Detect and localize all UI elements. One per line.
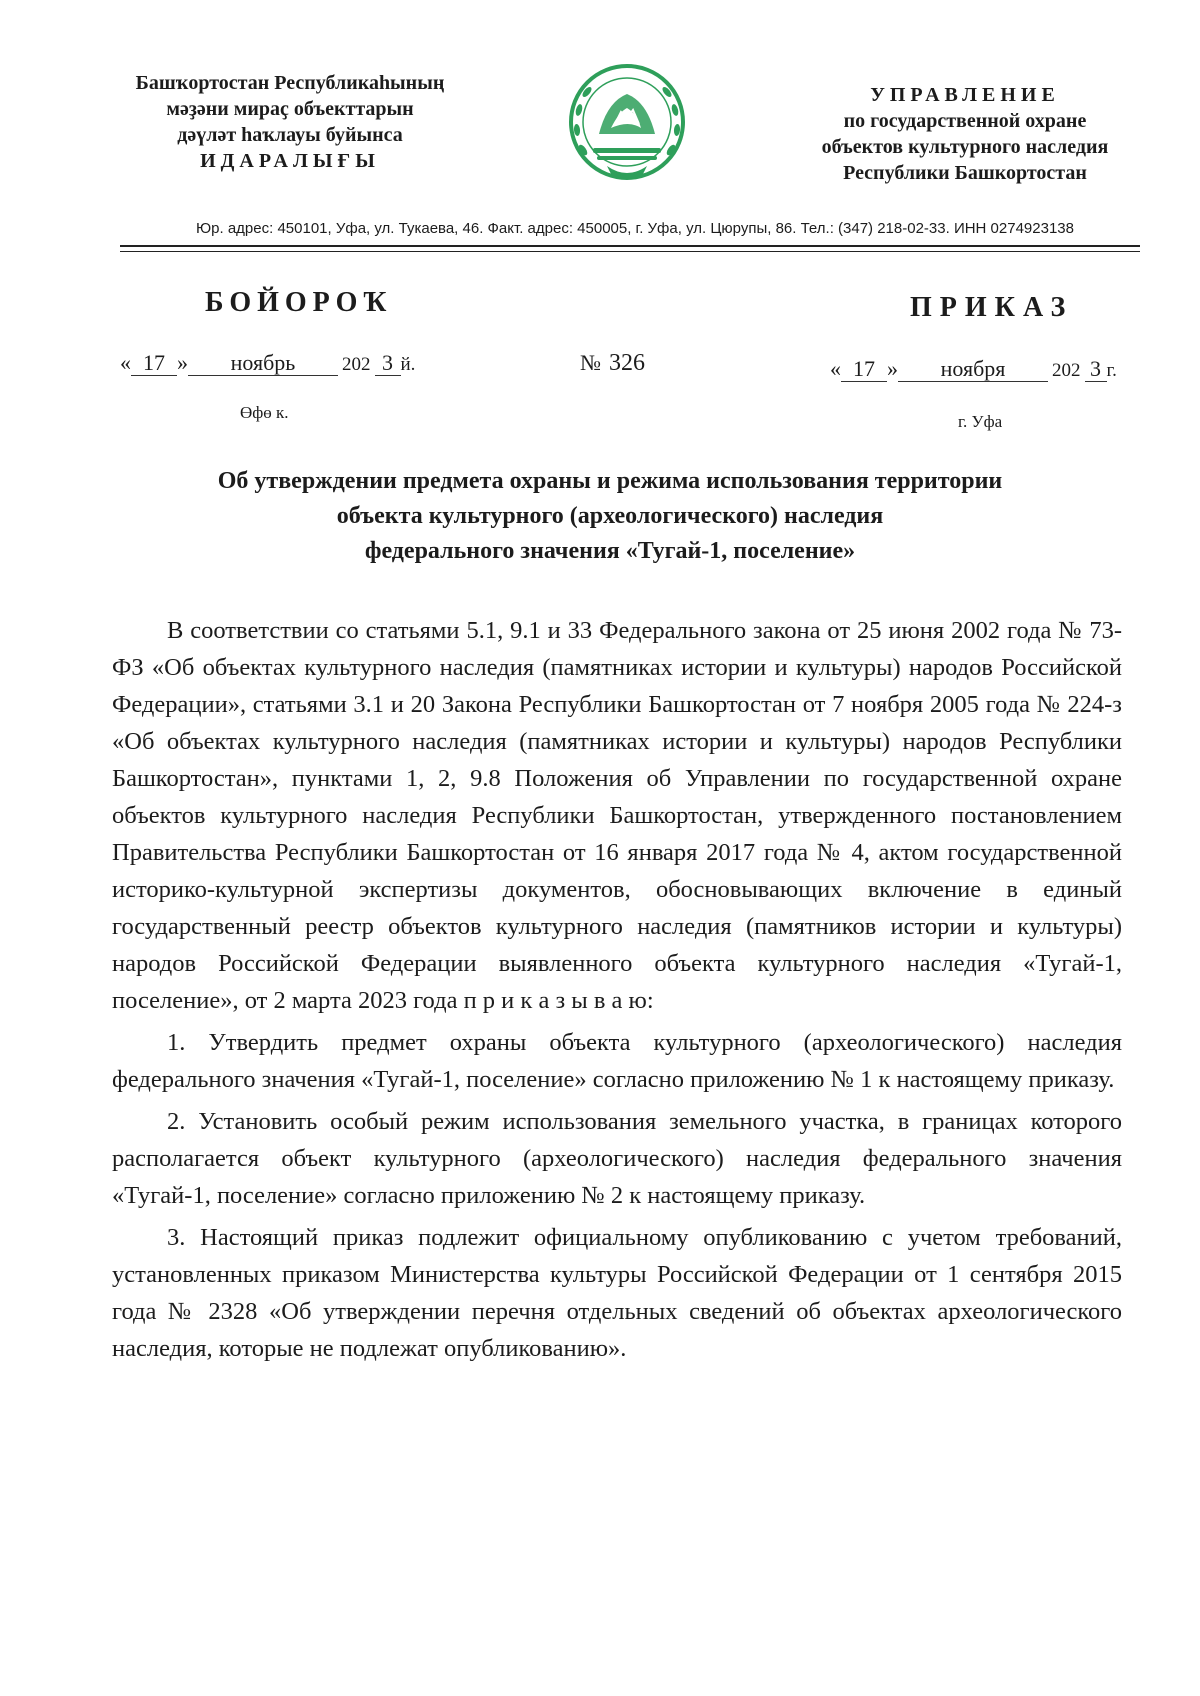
header-divider-thin [120, 251, 1140, 252]
header-russian-agency: УПРАВЛЕНИЕ [870, 84, 1060, 106]
title-line: Об утверждении предмета охраны и режима использования территории [217, 468, 1003, 494]
doc-type-russian: ПРИКАЗ [910, 292, 1074, 323]
quote-open: « [830, 356, 841, 381]
date-month: ноября [898, 357, 1048, 382]
bashkortostan-coat-of-arms-icon [567, 62, 687, 194]
header-bashkir-line: Башҡортостан Республикаһының [135, 72, 445, 94]
date-bashkir [120, 350, 415, 376]
doc-type-bashkir: БОЙОРОҠ [205, 287, 393, 318]
quote-open: « [120, 350, 131, 375]
number-value: 326 [609, 350, 645, 376]
order-item-2: 2. Установить особый режим использования земельного участка, в границах которого располагается объект культурного (археологического) наследия федерального значения «Тугай-1, поселение» согласно приложению № 2 к настоящему приказу. [112, 1108, 1122, 1209]
title-line: федерального значения «Тугай-1, поселение» [364, 538, 856, 564]
date-suffix: г. [1106, 360, 1117, 381]
header-bashkir [100, 70, 480, 174]
header-divider-thick [120, 245, 1140, 247]
header-russian-line: по государственной охране [843, 110, 1087, 132]
header-russian-line: Республики Башкортостан [843, 162, 1087, 184]
header-bashkir-agency: ИДАРАЛЫҒЫ [200, 150, 380, 172]
address-line: Юр. адрес: 450101, Уфа, ул. Тукаева, 46. Факт. адрес: 450005, г. Уфа, ул. Цюрупы, 86. Тел.: (347) 218-02-33. ИНН 0274923138 [196, 220, 1074, 237]
order-item-3: 3. Настоящий приказ подлежит официальному опубликованию с учетом требований, установленных приказом Министерства культуры Российской Федерации от 1 сентября 2015 года № 2328 «Об утверждении перечня отдельных сведений об объектах археологического наследия, которые не подлежат опубликованию». [112, 1224, 1122, 1362]
date-month: ноябрь [188, 351, 338, 376]
title-line: объекта культурного (археологического) наследия [336, 503, 884, 529]
number-sign: № [580, 350, 601, 375]
city-bashkir: Өфө к. [240, 403, 289, 422]
header-russian-line: объектов культурного наследия [821, 136, 1109, 158]
header-bashkir-line: мәҙәни мираҫ объекттарын [166, 98, 414, 120]
date-year-prefix: 202 [342, 354, 371, 375]
date-year-prefix: 202 [1052, 360, 1081, 381]
date-day: 17 [841, 357, 887, 382]
city-russian: г. Уфа [958, 412, 1003, 431]
header-russian [790, 82, 1140, 186]
date-year-digit: 3 [375, 351, 401, 376]
order-item-1: 1. Утвердить предмет охраны объекта культурного (археологического) наследия федерального значения «Тугай-1, поселение» согласно приложению № 1 к настоящему приказу. [112, 1029, 1122, 1093]
date-russian [830, 356, 1117, 382]
date-year-digit: 3 [1085, 357, 1107, 382]
quote-close: » [177, 350, 188, 375]
preamble-paragraph: В соответствии со статьями 5.1, 9.1 и 33 Федерального закона от 25 июня 2002 года № 73-ФЗ «Об объектах культурного наследия (памятниках истории и культуры) народов Российской Федерации», статьями 3.1 и 20 Закона Республики Башкортостан от 7 ноября 2005 года № 224-з «Об объектах культурного наследия (памятниках истории и культуры) народов Республики Башкортостан», пунктами 1, 2, 9.8 Положения об Управлении по государственной охране объектов культурного наследия Республики Башкортостан, утвержденного постановлением Правительства Республики Башкортостан от 16 января 2017 года № 4, актом государственной историко-культурной экспертизы документов, обосновывающих включение в единый государственный реестр объектов культурного наследия (памятников истории и культуры) народов Российской Федерации выявленного объекта культурного наследия «Тугай-1, поселение», от 2 марта 2023 года п р и к а з ы в а ю: [112, 617, 1122, 1014]
quote-close: » [887, 356, 898, 381]
document-body [112, 612, 1122, 1367]
date-suffix: й. [400, 354, 416, 375]
date-day: 17 [131, 351, 177, 376]
header-bashkir-line: дәүләт һаҡлауы буйынса [177, 124, 403, 146]
document-number [580, 350, 645, 377]
document-title [110, 464, 1110, 569]
